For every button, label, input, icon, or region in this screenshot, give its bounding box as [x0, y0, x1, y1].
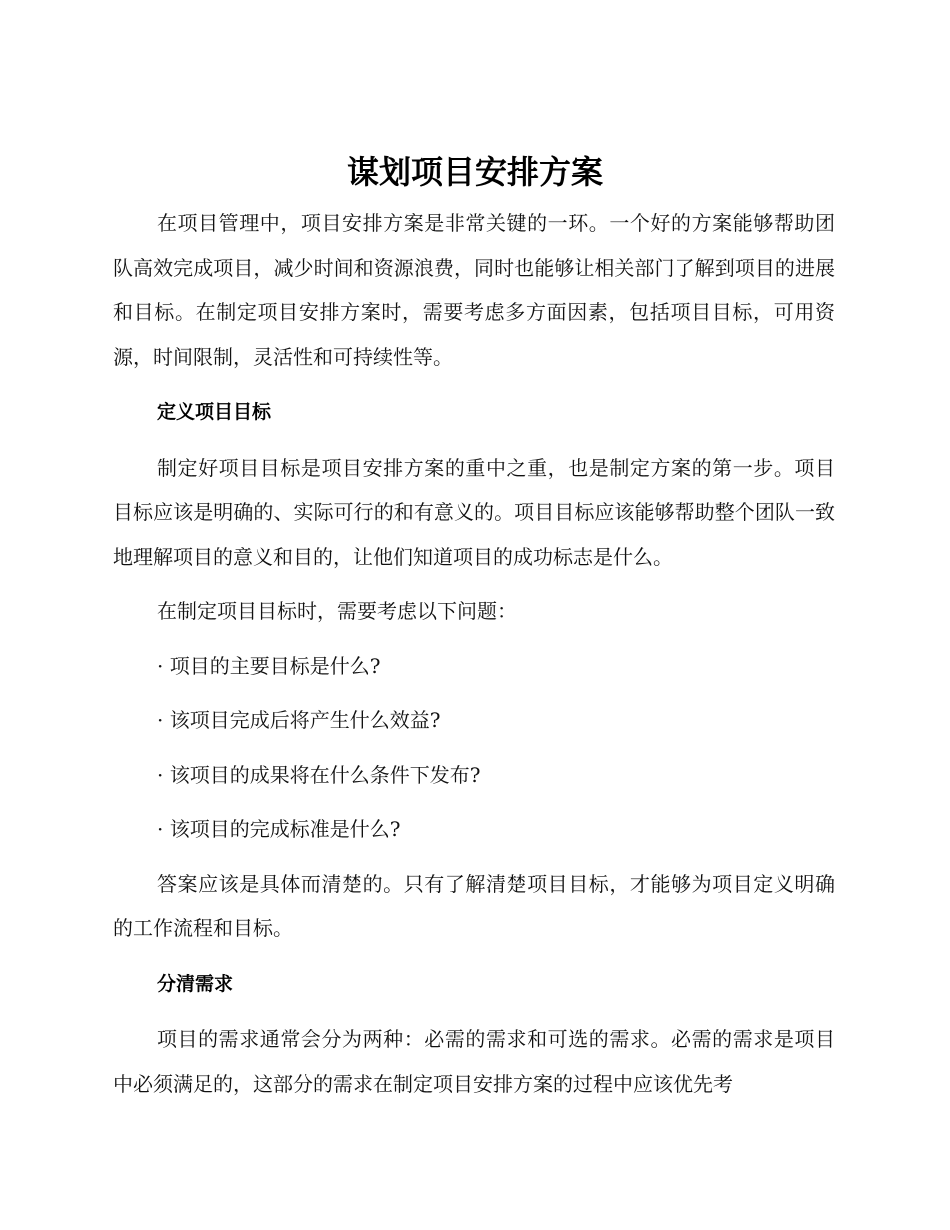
define-goals-paragraph: 制定好项目目标是项目安排方案的重中之重，也是制定方案的第一步。项目目标应该是明确的、实际可行的和有意义的。项目目标应该能够帮助整个团队一致地理解项目的意义和目的，让他们知道项目的成功标志是什么。: [113, 455, 835, 569]
list-item: · 项目的主要目标是什么?: [157, 653, 381, 678]
answers-paragraph: 答案应该是具体而清楚的。只有了解清楚项目目标，才能够为项目定义明确的工作流程和目标。: [113, 871, 835, 940]
document-title: 谋划项目安排方案: [346, 153, 603, 191]
questions-intro-paragraph: 在制定项目目标时，需要考虑以下问题：: [157, 599, 517, 623]
requirements-paragraph: 项目的需求通常会分为两种：必需的需求和可选的需求。必需的需求是项目中必须满足的，这部分的需求在制定项目安排方案的过程中应该优先考: [113, 1027, 835, 1096]
section-heading-requirements: 分清需求: [157, 972, 234, 995]
document-body: [113, 201, 835, 1106]
section-heading-define-goals: 定义项目目标: [157, 401, 272, 423]
list-item: · 该项目的完成标准是什么?: [157, 817, 401, 841]
intro-paragraph: 在项目管理中，项目安排方案是非常关键的一环。一个好的方案能够帮助团队高效完成项目，减少时间和资源浪费，同时也能够让相关部门了解到项目的进展和目标。在制定项目安排方案时，需要考虑多方面因素，包括项目目标，可用资源，时间限制，灵活性和可持续性等。: [113, 211, 835, 369]
list-item: · 该项目的成果将在什么条件下发布?: [157, 762, 481, 787]
list-item: · 该项目完成后将产生什么效益?: [157, 708, 441, 732]
